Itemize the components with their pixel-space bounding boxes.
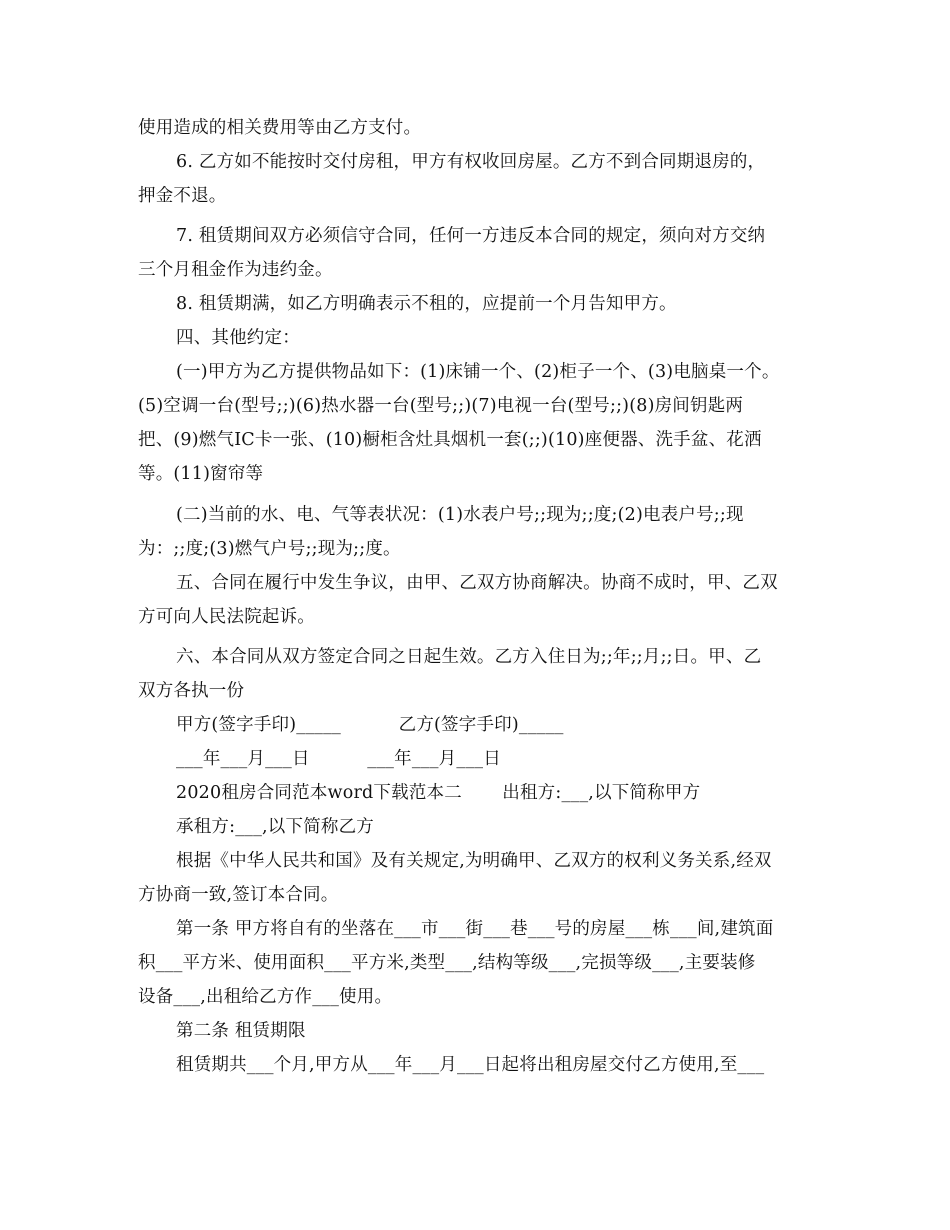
text-line: 等。(11)窗帘等 <box>138 464 264 484</box>
text-line: 方可向人民法院起诉。 <box>138 607 315 627</box>
text-line: 四、其他约定： <box>176 328 300 348</box>
text-line: 第一条 甲方将自有的坐落在___市___街___巷___号的房屋___栋___间,建筑面 <box>176 919 774 939</box>
text-line: (二)当前的水、电、气等表状况：(1)水表户号;;现为;;度;(2)电表户号;;现 <box>176 505 744 525</box>
text-line: 三个月租金作为违约金。 <box>138 260 333 280</box>
text-line: 为：;;度;(3)燃气户号;;现为;;度。 <box>138 539 401 559</box>
text-line: 使用造成的相关费用等由乙方支付。 <box>138 118 422 138</box>
text-line: 把、(9)燃气IC卡一张、(10)橱柜含灶具烟机一套(;;)(10)座便器、洗手盆、花洒 <box>138 430 762 450</box>
text-line: 设备___,出租给乙方作___使用。 <box>138 987 393 1007</box>
text-line: 承租方:___,以下简称乙方 <box>176 817 375 837</box>
text-line: 7. 租赁期间双方必须信守合同，任何一方违反本合同的规定，须向对方交纳 <box>176 226 766 246</box>
text-line: (5)空调一台(型号;;)(6)热水器一台(型号;;)(7)电视一台(型号;;)(8)房间钥匙两 <box>138 396 744 416</box>
text-line: (一)甲方为乙方提供物品如下：(1)床铺一个、(2)柜子一个、(3)电脑桌一个。 <box>176 362 780 382</box>
text-line: 积___平方米、使用面积___平方米,类型___,结构等级___,完损等级___,主要装修 <box>138 953 756 973</box>
signature-line: 甲方(签字手印)_____ 乙方(签字手印)_____ <box>176 715 564 735</box>
text-line: 6. 乙方如不能按时交付房租，甲方有权收回房屋。乙方不到合同期退房的， <box>176 152 766 172</box>
text-line: 第二条 租赁期限 <box>176 1021 306 1041</box>
date-line: ___年___月___日 ___年___月___日 <box>176 749 501 769</box>
text-line: 押金不退。 <box>138 186 227 206</box>
text-line: 方协商一致,签订本合同。 <box>138 885 339 905</box>
text-line: 五、合同在履行中发生争议，由甲、乙双方协商解决。协商不成时，甲、乙双 <box>176 573 778 593</box>
text-line: 双方各执一份 <box>138 681 245 701</box>
text-line: 租赁期共___个月,甲方从___年___月___日起将出租房屋交付乙方使用,至___ <box>176 1055 765 1075</box>
text-line: 2020租房合同范本word下载范本二 出租方:___,以下简称甲方 <box>176 783 701 803</box>
text-line: 根据《中华人民共和国》及有关规定,为明确甲、乙双方的权利义务关系,经双 <box>176 851 772 871</box>
text-line: 六、本合同从双方签定合同之日起生效。乙方入住日为;;年;;月;;日。甲、乙 <box>176 647 762 667</box>
text-line: 8. 租赁期满，如乙方明确表示不租的，应提前一个月告知甲方。 <box>176 294 677 314</box>
